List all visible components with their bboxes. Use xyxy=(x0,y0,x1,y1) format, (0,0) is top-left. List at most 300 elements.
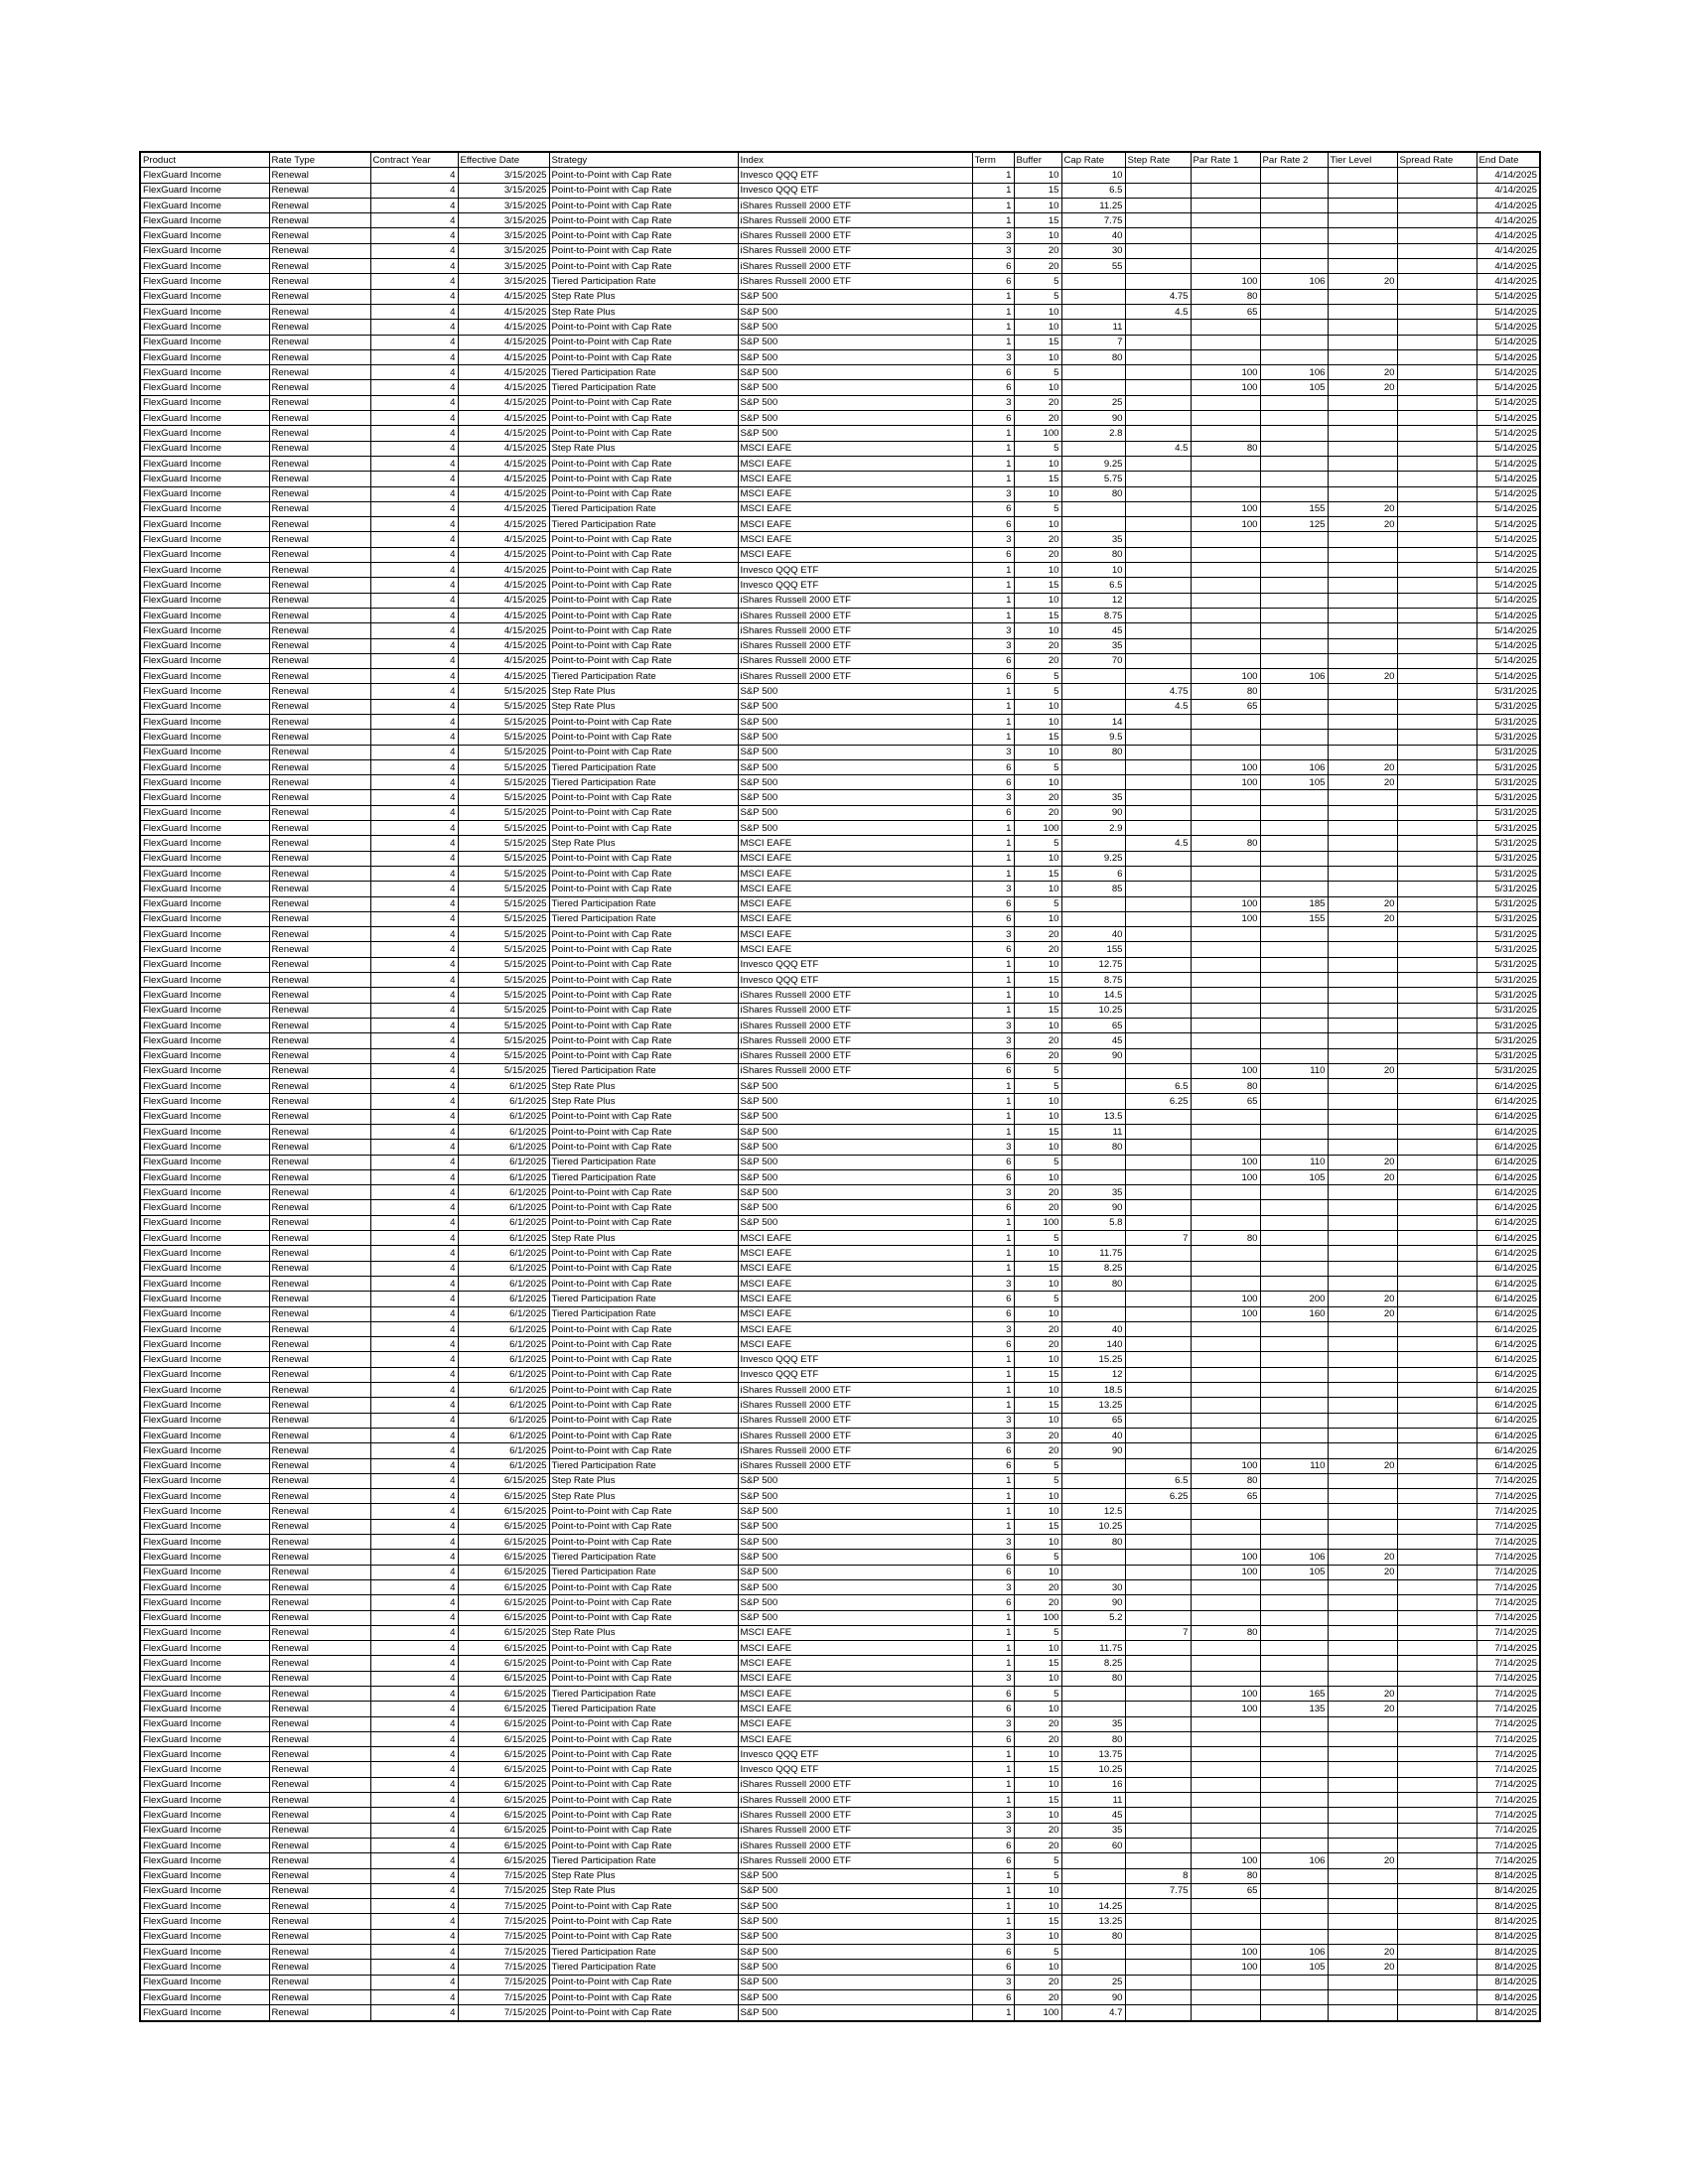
cell-step-rate xyxy=(1125,259,1191,274)
cell-contract-year: 4 xyxy=(370,213,458,228)
cell-product: FlexGuard Income xyxy=(140,988,269,1003)
cell-term: 3 xyxy=(972,882,1014,896)
cell-product: FlexGuard Income xyxy=(140,1185,269,1200)
table-row xyxy=(140,213,1540,228)
cell-spread-rate xyxy=(1397,1762,1477,1777)
cell-step-rate xyxy=(1125,1777,1191,1792)
cell-index: iShares Russell 2000 ETF xyxy=(738,608,972,622)
cell-tier-level xyxy=(1328,1793,1397,1808)
cell-par-rate-2 xyxy=(1260,1731,1328,1746)
cell-end-date: 7/14/2025 xyxy=(1477,1504,1540,1519)
cell-effective-date: 6/1/2025 xyxy=(458,1094,549,1109)
cell-effective-date: 6/15/2025 xyxy=(458,1686,549,1701)
cell-cap-rate xyxy=(1061,1231,1125,1246)
cell-effective-date: 6/15/2025 xyxy=(458,1625,549,1640)
cell-tier-level xyxy=(1328,1838,1397,1852)
cell-spread-rate xyxy=(1397,1945,1477,1960)
cell-cap-rate: 45 xyxy=(1061,1808,1125,1823)
cell-tier-level xyxy=(1328,395,1397,410)
cell-effective-date: 4/15/2025 xyxy=(458,608,549,622)
cell-contract-year: 4 xyxy=(370,441,458,456)
cell-cap-rate: 12.5 xyxy=(1061,1504,1125,1519)
cell-spread-rate xyxy=(1397,593,1477,608)
table-row xyxy=(140,168,1540,183)
cell-cap-rate: 80 xyxy=(1061,1276,1125,1291)
cell-strategy: Tiered Participation Rate xyxy=(549,1458,738,1473)
cell-step-rate xyxy=(1125,1641,1191,1656)
cell-cap-rate xyxy=(1061,1565,1125,1579)
cell-spread-rate xyxy=(1397,532,1477,547)
table-row xyxy=(140,1702,1540,1716)
cell-contract-year: 4 xyxy=(370,1975,458,1989)
cell-product: FlexGuard Income xyxy=(140,213,269,228)
cell-index: S&P 500 xyxy=(738,426,972,441)
cell-par-rate-1 xyxy=(1191,228,1260,243)
cell-par-rate-1: 100 xyxy=(1191,1169,1260,1184)
cell-contract-year: 4 xyxy=(370,1610,458,1625)
cell-par-rate-2: 106 xyxy=(1260,1853,1328,1868)
cell-par-rate-2 xyxy=(1260,608,1328,622)
cell-buffer: 15 xyxy=(1014,1261,1061,1276)
cell-product: FlexGuard Income xyxy=(140,1975,269,1989)
cell-tier-level xyxy=(1328,1398,1397,1413)
cell-spread-rate xyxy=(1397,198,1477,212)
cell-par-rate-1 xyxy=(1191,1140,1260,1155)
cell-term: 1 xyxy=(972,1215,1014,1230)
cell-strategy: Point-to-Point with Cap Rate xyxy=(549,1641,738,1656)
table-body xyxy=(140,168,1540,2021)
cell-tier-level xyxy=(1328,2005,1397,2021)
cell-buffer: 10 xyxy=(1014,1489,1061,1504)
cell-cap-rate: 11 xyxy=(1061,1125,1125,1140)
cell-index: iShares Russell 2000 ETF xyxy=(738,1413,972,1428)
cell-par-rate-1 xyxy=(1191,472,1260,486)
cell-contract-year: 4 xyxy=(370,1094,458,1109)
cell-term: 6 xyxy=(972,1169,1014,1184)
cell-term: 3 xyxy=(972,1428,1014,1442)
cell-term: 3 xyxy=(972,1276,1014,1291)
cell-spread-rate xyxy=(1397,638,1477,653)
cell-par-rate-2 xyxy=(1260,243,1328,258)
cell-index: iShares Russell 2000 ETF xyxy=(738,1033,972,1048)
cell-buffer: 10 xyxy=(1014,699,1061,714)
cell-cap-rate: 40 xyxy=(1061,1321,1125,1336)
cell-effective-date: 5/15/2025 xyxy=(458,836,549,851)
cell-spread-rate xyxy=(1397,1125,1477,1140)
cell-step-rate xyxy=(1125,517,1191,532)
table-row xyxy=(140,304,1540,319)
cell-index: Invesco QQQ ETF xyxy=(738,1352,972,1367)
cell-tier-level xyxy=(1328,1383,1397,1398)
cell-index: MSCI EAFE xyxy=(738,882,972,896)
cell-effective-date: 7/15/2025 xyxy=(458,1929,549,1944)
cell-tier-level xyxy=(1328,608,1397,622)
cell-end-date: 5/31/2025 xyxy=(1477,927,1540,942)
cell-rate-type: Renewal xyxy=(269,1489,370,1504)
cell-strategy: Tiered Participation Rate xyxy=(549,669,738,684)
cell-buffer: 5 xyxy=(1014,365,1061,380)
cell-effective-date: 5/15/2025 xyxy=(458,911,549,926)
cell-contract-year: 4 xyxy=(370,714,458,729)
cell-rate-type: Renewal xyxy=(269,699,370,714)
cell-effective-date: 3/15/2025 xyxy=(458,213,549,228)
cell-rate-type: Renewal xyxy=(269,1929,370,1944)
cell-term: 1 xyxy=(972,1109,1014,1124)
cell-contract-year: 4 xyxy=(370,259,458,274)
cell-rate-type: Renewal xyxy=(269,1823,370,1838)
cell-cap-rate xyxy=(1061,1960,1125,1975)
cell-tier-level xyxy=(1328,228,1397,243)
cell-tier-level xyxy=(1328,1094,1397,1109)
cell-cap-rate xyxy=(1061,274,1125,289)
cell-product: FlexGuard Income xyxy=(140,608,269,622)
table-row xyxy=(140,395,1540,410)
cell-par-rate-1: 65 xyxy=(1191,1094,1260,1109)
cell-index: MSCI EAFE xyxy=(738,836,972,851)
cell-strategy: Point-to-Point with Cap Rate xyxy=(549,1610,738,1625)
cell-index: S&P 500 xyxy=(738,1109,972,1124)
header-effective-date: Effective Date xyxy=(458,152,549,168)
cell-index: Invesco QQQ ETF xyxy=(738,578,972,593)
table-row xyxy=(140,1535,1540,1550)
cell-end-date: 5/31/2025 xyxy=(1477,1063,1540,1078)
cell-term: 3 xyxy=(972,638,1014,653)
cell-product: FlexGuard Income xyxy=(140,1200,269,1215)
cell-effective-date: 6/1/2025 xyxy=(458,1140,549,1155)
header-step-rate: Step Rate xyxy=(1125,152,1191,168)
cell-rate-type: Renewal xyxy=(269,1762,370,1777)
cell-par-rate-2 xyxy=(1260,1200,1328,1215)
cell-effective-date: 6/15/2025 xyxy=(458,1702,549,1716)
cell-par-rate-2 xyxy=(1260,1443,1328,1458)
cell-effective-date: 5/15/2025 xyxy=(458,790,549,805)
cell-rate-type: Renewal xyxy=(269,1231,370,1246)
cell-par-rate-1 xyxy=(1191,426,1260,441)
cell-par-rate-2 xyxy=(1260,1033,1328,1048)
cell-contract-year: 4 xyxy=(370,1306,458,1321)
cell-product: FlexGuard Income xyxy=(140,1215,269,1230)
cell-step-rate xyxy=(1125,821,1191,836)
cell-index: iShares Russell 2000 ETF xyxy=(738,1458,972,1473)
cell-effective-date: 7/15/2025 xyxy=(458,1899,549,1914)
cell-cap-rate: 10 xyxy=(1061,563,1125,578)
cell-cap-rate xyxy=(1061,775,1125,790)
cell-contract-year: 4 xyxy=(370,1200,458,1215)
cell-index: S&P 500 xyxy=(738,335,972,349)
cell-buffer: 10 xyxy=(1014,1383,1061,1398)
cell-effective-date: 6/1/2025 xyxy=(458,1292,549,1306)
cell-rate-type: Renewal xyxy=(269,714,370,729)
cell-end-date: 5/31/2025 xyxy=(1477,866,1540,881)
cell-par-rate-1 xyxy=(1191,882,1260,896)
table-row xyxy=(140,274,1540,289)
cell-buffer: 5 xyxy=(1014,896,1061,911)
cell-end-date: 6/14/2025 xyxy=(1477,1383,1540,1398)
cell-tier-level xyxy=(1328,441,1397,456)
cell-product: FlexGuard Income xyxy=(140,486,269,501)
cell-effective-date: 5/15/2025 xyxy=(458,957,549,972)
table-row xyxy=(140,1641,1540,1656)
cell-rate-type: Renewal xyxy=(269,1656,370,1671)
cell-end-date: 5/31/2025 xyxy=(1477,730,1540,745)
cell-cap-rate: 14 xyxy=(1061,714,1125,729)
cell-step-rate xyxy=(1125,1261,1191,1276)
cell-effective-date: 6/1/2025 xyxy=(458,1261,549,1276)
cell-cap-rate: 70 xyxy=(1061,653,1125,668)
cell-rate-type: Renewal xyxy=(269,563,370,578)
table-row xyxy=(140,365,1540,380)
cell-rate-type: Renewal xyxy=(269,168,370,183)
cell-tier-level xyxy=(1328,1625,1397,1640)
cell-strategy: Step Rate Plus xyxy=(549,289,738,304)
cell-par-rate-2: 106 xyxy=(1260,1945,1328,1960)
table-row xyxy=(140,957,1540,972)
cell-par-rate-2 xyxy=(1260,1504,1328,1519)
table-row xyxy=(140,1018,1540,1032)
table-row xyxy=(140,1215,1540,1230)
cell-step-rate xyxy=(1125,896,1191,911)
cell-index: Invesco QQQ ETF xyxy=(738,563,972,578)
cell-end-date: 6/14/2025 xyxy=(1477,1443,1540,1458)
cell-strategy: Point-to-Point with Cap Rate xyxy=(549,1838,738,1852)
cell-effective-date: 5/15/2025 xyxy=(458,851,549,866)
cell-rate-type: Renewal xyxy=(269,821,370,836)
cell-contract-year: 4 xyxy=(370,1352,458,1367)
cell-product: FlexGuard Income xyxy=(140,547,269,562)
cell-par-rate-1: 80 xyxy=(1191,1231,1260,1246)
cell-tier-level xyxy=(1328,563,1397,578)
cell-par-rate-2 xyxy=(1260,1398,1328,1413)
cell-contract-year: 4 xyxy=(370,532,458,547)
cell-index: MSCI EAFE xyxy=(738,866,972,881)
cell-cap-rate xyxy=(1061,1155,1125,1169)
cell-tier-level xyxy=(1328,578,1397,593)
cell-tier-level xyxy=(1328,532,1397,547)
cell-par-rate-1 xyxy=(1191,714,1260,729)
cell-rate-type: Renewal xyxy=(269,532,370,547)
cell-buffer: 20 xyxy=(1014,1838,1061,1852)
cell-index: iShares Russell 2000 ETF xyxy=(738,1443,972,1458)
cell-par-rate-2 xyxy=(1260,1094,1328,1109)
cell-par-rate-2 xyxy=(1260,1140,1328,1155)
cell-end-date: 7/14/2025 xyxy=(1477,1823,1540,1838)
cell-cap-rate: 80 xyxy=(1061,486,1125,501)
cell-spread-rate xyxy=(1397,1473,1477,1488)
cell-contract-year: 4 xyxy=(370,882,458,896)
cell-spread-rate xyxy=(1397,1914,1477,1929)
cell-effective-date: 6/1/2025 xyxy=(458,1246,549,1261)
table-row xyxy=(140,608,1540,622)
cell-tier-level xyxy=(1328,1321,1397,1336)
cell-step-rate xyxy=(1125,1838,1191,1852)
cell-index: iShares Russell 2000 ETF xyxy=(738,1777,972,1792)
cell-product: FlexGuard Income xyxy=(140,198,269,212)
cell-cap-rate: 35 xyxy=(1061,532,1125,547)
cell-end-date: 5/31/2025 xyxy=(1477,805,1540,820)
cell-par-rate-1 xyxy=(1191,1261,1260,1276)
table-row xyxy=(140,349,1540,364)
cell-rate-type: Renewal xyxy=(269,1169,370,1184)
cell-par-rate-2 xyxy=(1260,1777,1328,1792)
cell-term: 6 xyxy=(972,1337,1014,1352)
cell-product: FlexGuard Income xyxy=(140,1306,269,1321)
cell-buffer: 15 xyxy=(1014,866,1061,881)
cell-strategy: Point-to-Point with Cap Rate xyxy=(549,532,738,547)
cell-tier-level xyxy=(1328,198,1397,212)
cell-contract-year: 4 xyxy=(370,942,458,957)
cell-spread-rate xyxy=(1397,1625,1477,1640)
cell-term: 1 xyxy=(972,1625,1014,1640)
cell-buffer: 10 xyxy=(1014,1535,1061,1550)
cell-strategy: Point-to-Point with Cap Rate xyxy=(549,1413,738,1428)
cell-contract-year: 4 xyxy=(370,1398,458,1413)
cell-product: FlexGuard Income xyxy=(140,1945,269,1960)
cell-cap-rate: 140 xyxy=(1061,1337,1125,1352)
cell-rate-type: Renewal xyxy=(269,365,370,380)
cell-step-rate xyxy=(1125,1989,1191,2004)
cell-rate-type: Renewal xyxy=(269,790,370,805)
cell-par-rate-1 xyxy=(1191,1731,1260,1746)
cell-spread-rate xyxy=(1397,380,1477,395)
cell-par-rate-2: 135 xyxy=(1260,1702,1328,1716)
cell-effective-date: 5/15/2025 xyxy=(458,805,549,820)
cell-tier-level xyxy=(1328,745,1397,759)
cell-product: FlexGuard Income xyxy=(140,1231,269,1246)
cell-strategy: Point-to-Point with Cap Rate xyxy=(549,942,738,957)
cell-index: S&P 500 xyxy=(738,1610,972,1625)
table-row xyxy=(140,1200,1540,1215)
cell-cap-rate: 35 xyxy=(1061,1716,1125,1731)
cell-index: iShares Russell 2000 ETF xyxy=(738,1063,972,1078)
cell-end-date: 7/14/2025 xyxy=(1477,1702,1540,1716)
cell-strategy: Point-to-Point with Cap Rate xyxy=(549,1747,738,1762)
cell-contract-year: 4 xyxy=(370,973,458,988)
table-row xyxy=(140,1003,1540,1018)
cell-effective-date: 6/15/2025 xyxy=(458,1610,549,1625)
cell-strategy: Point-to-Point with Cap Rate xyxy=(549,851,738,866)
cell-term: 1 xyxy=(972,213,1014,228)
cell-par-rate-1 xyxy=(1191,335,1260,349)
cell-spread-rate xyxy=(1397,1321,1477,1336)
cell-buffer: 20 xyxy=(1014,1975,1061,1989)
cell-effective-date: 4/15/2025 xyxy=(458,472,549,486)
cell-buffer: 5 xyxy=(1014,274,1061,289)
cell-end-date: 5/14/2025 xyxy=(1477,349,1540,364)
cell-contract-year: 4 xyxy=(370,2005,458,2021)
cell-rate-type: Renewal xyxy=(269,243,370,258)
cell-tier-level xyxy=(1328,714,1397,729)
cell-step-rate: 6.5 xyxy=(1125,1473,1191,1488)
cell-rate-type: Renewal xyxy=(269,623,370,638)
cell-cap-rate: 85 xyxy=(1061,882,1125,896)
cell-par-rate-1: 100 xyxy=(1191,1945,1260,1960)
cell-rate-type: Renewal xyxy=(269,1595,370,1610)
cell-tier-level xyxy=(1328,1610,1397,1625)
cell-strategy: Point-to-Point with Cap Rate xyxy=(549,1018,738,1032)
cell-index: S&P 500 xyxy=(738,1519,972,1534)
cell-end-date: 8/14/2025 xyxy=(1477,1929,1540,1944)
cell-spread-rate xyxy=(1397,228,1477,243)
cell-product: FlexGuard Income xyxy=(140,1641,269,1656)
cell-rate-type: Renewal xyxy=(269,213,370,228)
cell-strategy: Point-to-Point with Cap Rate xyxy=(549,988,738,1003)
cell-strategy: Tiered Participation Rate xyxy=(549,759,738,774)
cell-rate-type: Renewal xyxy=(269,228,370,243)
cell-contract-year: 4 xyxy=(370,1731,458,1746)
cell-term: 1 xyxy=(972,1079,1014,1094)
cell-par-rate-1: 65 xyxy=(1191,1883,1260,1898)
cell-contract-year: 4 xyxy=(370,775,458,790)
cell-par-rate-1 xyxy=(1191,1215,1260,1230)
cell-step-rate xyxy=(1125,547,1191,562)
table-row xyxy=(140,486,1540,501)
cell-tier-level: 20 xyxy=(1328,517,1397,532)
cell-buffer: 5 xyxy=(1014,1063,1061,1078)
cell-tier-level: 20 xyxy=(1328,775,1397,790)
cell-cap-rate: 9.5 xyxy=(1061,730,1125,745)
cell-term: 6 xyxy=(972,1731,1014,1746)
cell-spread-rate xyxy=(1397,1063,1477,1078)
cell-step-rate xyxy=(1125,1671,1191,1686)
cell-buffer: 15 xyxy=(1014,1003,1061,1018)
cell-rate-type: Renewal xyxy=(269,441,370,456)
cell-strategy: Point-to-Point with Cap Rate xyxy=(549,1215,738,1230)
cell-index: iShares Russell 2000 ETF xyxy=(738,593,972,608)
cell-tier-level xyxy=(1328,790,1397,805)
cell-rate-type: Renewal xyxy=(269,1565,370,1579)
cell-buffer: 10 xyxy=(1014,1094,1061,1109)
cell-contract-year: 4 xyxy=(370,1899,458,1914)
cell-contract-year: 4 xyxy=(370,1777,458,1792)
cell-term: 1 xyxy=(972,1504,1014,1519)
cell-effective-date: 4/15/2025 xyxy=(458,456,549,471)
cell-buffer: 15 xyxy=(1014,183,1061,198)
cell-buffer: 5 xyxy=(1014,1625,1061,1640)
cell-buffer: 20 xyxy=(1014,243,1061,258)
cell-buffer: 10 xyxy=(1014,988,1061,1003)
cell-end-date: 7/14/2025 xyxy=(1477,1625,1540,1640)
cell-par-rate-2: 106 xyxy=(1260,1550,1328,1565)
cell-index: iShares Russell 2000 ETF xyxy=(738,1003,972,1018)
cell-par-rate-1: 80 xyxy=(1191,1473,1260,1488)
cell-effective-date: 6/1/2025 xyxy=(458,1367,549,1382)
cell-buffer: 5 xyxy=(1014,501,1061,516)
cell-step-rate xyxy=(1125,851,1191,866)
cell-index: Invesco QQQ ETF xyxy=(738,1747,972,1762)
cell-par-rate-1 xyxy=(1191,1276,1260,1291)
table-row xyxy=(140,1610,1540,1625)
cell-step-rate xyxy=(1125,1914,1191,1929)
cell-cap-rate: 80 xyxy=(1061,1671,1125,1686)
cell-cap-rate xyxy=(1061,1945,1125,1960)
cell-contract-year: 4 xyxy=(370,1109,458,1124)
cell-term: 1 xyxy=(972,183,1014,198)
cell-spread-rate xyxy=(1397,441,1477,456)
cell-step-rate xyxy=(1125,669,1191,684)
cell-product: FlexGuard Income xyxy=(140,1109,269,1124)
cell-cap-rate xyxy=(1061,1489,1125,1504)
cell-par-rate-1 xyxy=(1191,653,1260,668)
cell-effective-date: 6/1/2025 xyxy=(458,1200,549,1215)
cell-tier-level xyxy=(1328,289,1397,304)
cell-product: FlexGuard Income xyxy=(140,1048,269,1063)
cell-rate-type: Renewal xyxy=(269,1306,370,1321)
cell-effective-date: 6/1/2025 xyxy=(458,1125,549,1140)
cell-spread-rate xyxy=(1397,578,1477,593)
cell-end-date: 6/14/2025 xyxy=(1477,1458,1540,1473)
cell-par-rate-1: 100 xyxy=(1191,1155,1260,1169)
cell-term: 3 xyxy=(972,745,1014,759)
